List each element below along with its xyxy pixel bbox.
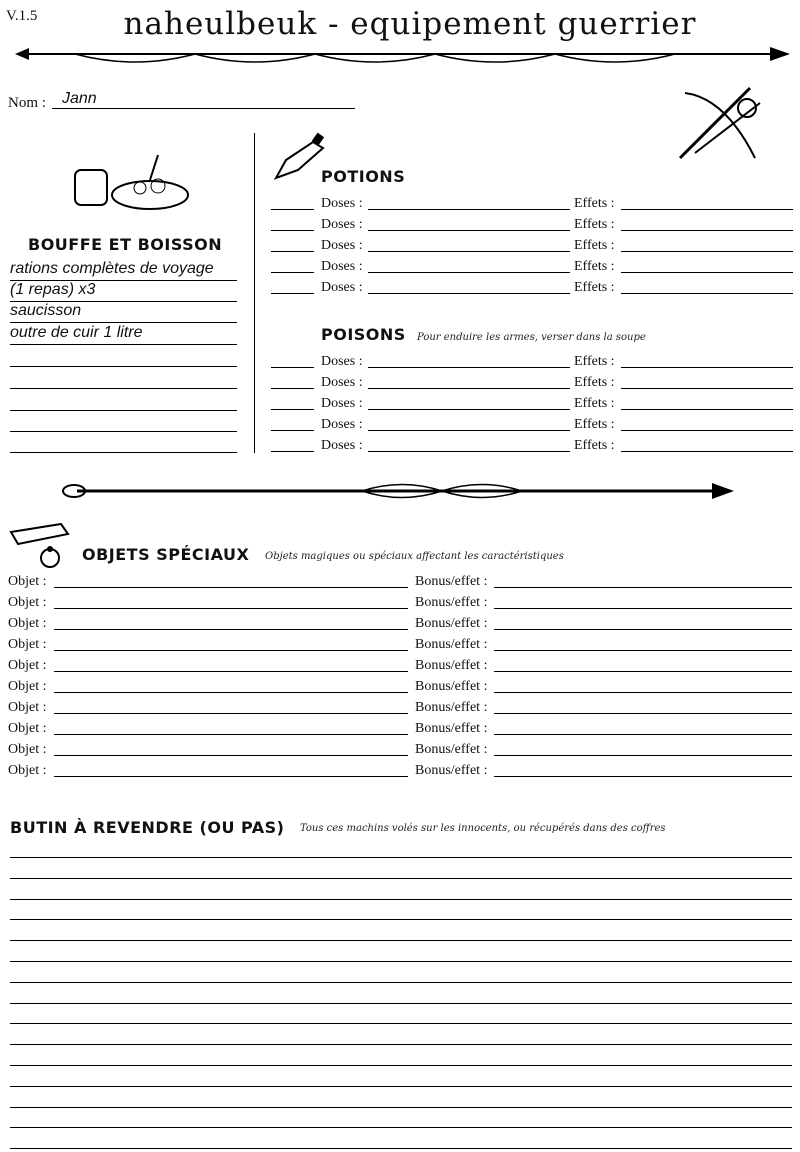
- bonus-field[interactable]: [494, 587, 792, 588]
- quantity-field[interactable]: [271, 388, 314, 389]
- food-item[interactable]: [10, 432, 237, 453]
- food-heading: BOUFFE ET BOISSON: [28, 235, 223, 254]
- food-icon: [70, 150, 190, 215]
- bonus-field[interactable]: [494, 692, 792, 693]
- effects-label: Effets :: [574, 396, 615, 411]
- doses-label: Doses :: [321, 259, 363, 274]
- doses-label: Doses :: [321, 238, 363, 253]
- food-item[interactable]: outre de cuir 1 litre: [10, 324, 237, 345]
- object-field[interactable]: [54, 587, 408, 588]
- food-item[interactable]: [10, 368, 237, 389]
- bonus-field[interactable]: [494, 776, 792, 777]
- effects-field[interactable]: [621, 209, 793, 210]
- effects-field[interactable]: [621, 451, 793, 452]
- loot-line[interactable]: [10, 961, 792, 962]
- doses-field[interactable]: [368, 430, 570, 431]
- poisons-heading: POISONS: [321, 325, 406, 344]
- object-field[interactable]: [54, 671, 408, 672]
- bonus-label: Bonus/effet :: [415, 742, 488, 757]
- column-divider: [254, 133, 255, 453]
- effects-label: Effets :: [574, 238, 615, 253]
- bonus-label: Bonus/effet :: [415, 637, 488, 652]
- doses-field[interactable]: [368, 367, 570, 368]
- loot-line[interactable]: [10, 878, 792, 879]
- quantity-field[interactable]: [271, 409, 314, 410]
- quantity-field[interactable]: [271, 272, 314, 273]
- food-item[interactable]: [10, 390, 237, 411]
- doses-field[interactable]: [368, 293, 570, 294]
- spear-divider-icon: [15, 42, 790, 70]
- effects-label: Effets :: [574, 196, 615, 211]
- food-item[interactable]: saucisson: [10, 302, 237, 323]
- object-field[interactable]: [54, 776, 408, 777]
- loot-line[interactable]: [10, 919, 792, 920]
- doses-field[interactable]: [368, 272, 570, 273]
- loot-heading: BUTIN À REVENDRE (OU PAS): [10, 818, 285, 837]
- version-label: V.1.5: [6, 8, 38, 24]
- object-field[interactable]: [54, 713, 408, 714]
- object-field[interactable]: [54, 629, 408, 630]
- object-field[interactable]: [54, 608, 408, 609]
- object-label: Objet :: [8, 616, 47, 631]
- object-label: Objet :: [8, 658, 47, 673]
- food-item[interactable]: [10, 411, 237, 432]
- object-field[interactable]: [54, 650, 408, 651]
- object-field[interactable]: [54, 755, 408, 756]
- loot-line[interactable]: [10, 1044, 792, 1045]
- quantity-field[interactable]: [271, 230, 314, 231]
- object-label: Objet :: [8, 742, 47, 757]
- effects-field[interactable]: [621, 409, 793, 410]
- effects-label: Effets :: [574, 217, 615, 232]
- loot-line[interactable]: [10, 899, 792, 900]
- quantity-field[interactable]: [271, 367, 314, 368]
- special-objects-note: Objets magiques ou spéciaux affectant les caractéristiques: [265, 551, 564, 562]
- doses-field[interactable]: [368, 209, 570, 210]
- bonus-field[interactable]: [494, 713, 792, 714]
- staff-divider-icon: [62, 478, 734, 504]
- quantity-field[interactable]: [271, 451, 314, 452]
- doses-field[interactable]: [368, 251, 570, 252]
- doses-field[interactable]: [368, 388, 570, 389]
- loot-line[interactable]: [10, 1107, 792, 1108]
- effects-field[interactable]: [621, 388, 793, 389]
- effects-field[interactable]: [621, 430, 793, 431]
- object-label: Objet :: [8, 700, 47, 715]
- bonus-field[interactable]: [494, 650, 792, 651]
- scroll-ring-icon: [6, 522, 78, 572]
- loot-line[interactable]: [10, 1003, 792, 1004]
- loot-line[interactable]: [10, 982, 792, 983]
- loot-line[interactable]: [10, 1148, 792, 1149]
- doses-field[interactable]: [368, 451, 570, 452]
- loot-note: Tous ces machins volés sur les innocents, ou récupérés dans des coffres: [300, 823, 666, 834]
- object-label: Objet :: [8, 679, 47, 694]
- quantity-field[interactable]: [271, 251, 314, 252]
- bonus-label: Bonus/effet :: [415, 721, 488, 736]
- food-item[interactable]: [10, 346, 237, 367]
- special-objects-heading: OBJETS SPÉCIAUX: [82, 545, 250, 564]
- loot-line[interactable]: [10, 940, 792, 941]
- quantity-field[interactable]: [271, 293, 314, 294]
- doses-label: Doses :: [321, 217, 363, 232]
- effects-field[interactable]: [621, 272, 793, 273]
- object-label: Objet :: [8, 595, 47, 610]
- bonus-field[interactable]: [494, 755, 792, 756]
- doses-label: Doses :: [321, 438, 363, 453]
- page-title: naheulbeuk - equipement guerrier: [123, 6, 697, 42]
- object-field[interactable]: [54, 692, 408, 693]
- doses-label: Doses :: [321, 417, 363, 432]
- object-label: Objet :: [8, 574, 47, 589]
- loot-line[interactable]: [10, 857, 792, 858]
- effects-label: Effets :: [574, 438, 615, 453]
- doses-field[interactable]: [368, 409, 570, 410]
- loot-line[interactable]: [10, 1023, 792, 1024]
- doses-field[interactable]: [368, 230, 570, 231]
- doses-label: Doses :: [321, 396, 363, 411]
- effects-field[interactable]: [621, 251, 793, 252]
- bonus-field[interactable]: [494, 734, 792, 735]
- object-label: Objet :: [8, 637, 47, 652]
- bonus-field[interactable]: [494, 671, 792, 672]
- food-item[interactable]: rations complètes de voyage: [10, 260, 237, 281]
- bonus-field[interactable]: [494, 629, 792, 630]
- effects-label: Effets :: [574, 280, 615, 295]
- object-field[interactable]: [54, 734, 408, 735]
- quantity-field[interactable]: [271, 209, 314, 210]
- bonus-label: Bonus/effet :: [415, 595, 488, 610]
- bonus-label: Bonus/effet :: [415, 616, 488, 631]
- potions-heading: POTIONS: [321, 167, 406, 186]
- name-value: Jann: [62, 90, 97, 107]
- effects-field[interactable]: [621, 367, 793, 368]
- object-label: Objet :: [8, 721, 47, 736]
- bonus-label: Bonus/effet :: [415, 679, 488, 694]
- doses-label: Doses :: [321, 280, 363, 295]
- effects-label: Effets :: [574, 354, 615, 369]
- effects-field[interactable]: [621, 293, 793, 294]
- quantity-field[interactable]: [271, 430, 314, 431]
- loot-line[interactable]: [10, 1065, 792, 1066]
- poisons-note: Pour enduire les armes, verser dans la soupe: [417, 332, 646, 343]
- effects-field[interactable]: [621, 230, 793, 231]
- bonus-label: Bonus/effet :: [415, 658, 488, 673]
- effects-label: Effets :: [574, 417, 615, 432]
- doses-label: Doses :: [321, 354, 363, 369]
- loot-line[interactable]: [10, 1127, 792, 1128]
- effects-label: Effets :: [574, 375, 615, 390]
- object-label: Objet :: [8, 763, 47, 778]
- doses-label: Doses :: [321, 196, 363, 211]
- crossed-weapons-icon: [665, 78, 770, 168]
- doses-label: Doses :: [321, 375, 363, 390]
- effects-label: Effets :: [574, 259, 615, 274]
- name-label: Nom :: [8, 95, 46, 111]
- bonus-label: Bonus/effet :: [415, 574, 488, 589]
- loot-line[interactable]: [10, 1086, 792, 1087]
- bonus-label: Bonus/effet :: [415, 763, 488, 778]
- food-item[interactable]: (1 repas) x3: [10, 281, 237, 302]
- bonus-label: Bonus/effet :: [415, 700, 488, 715]
- name-field[interactable]: [52, 90, 355, 109]
- bonus-field[interactable]: [494, 608, 792, 609]
